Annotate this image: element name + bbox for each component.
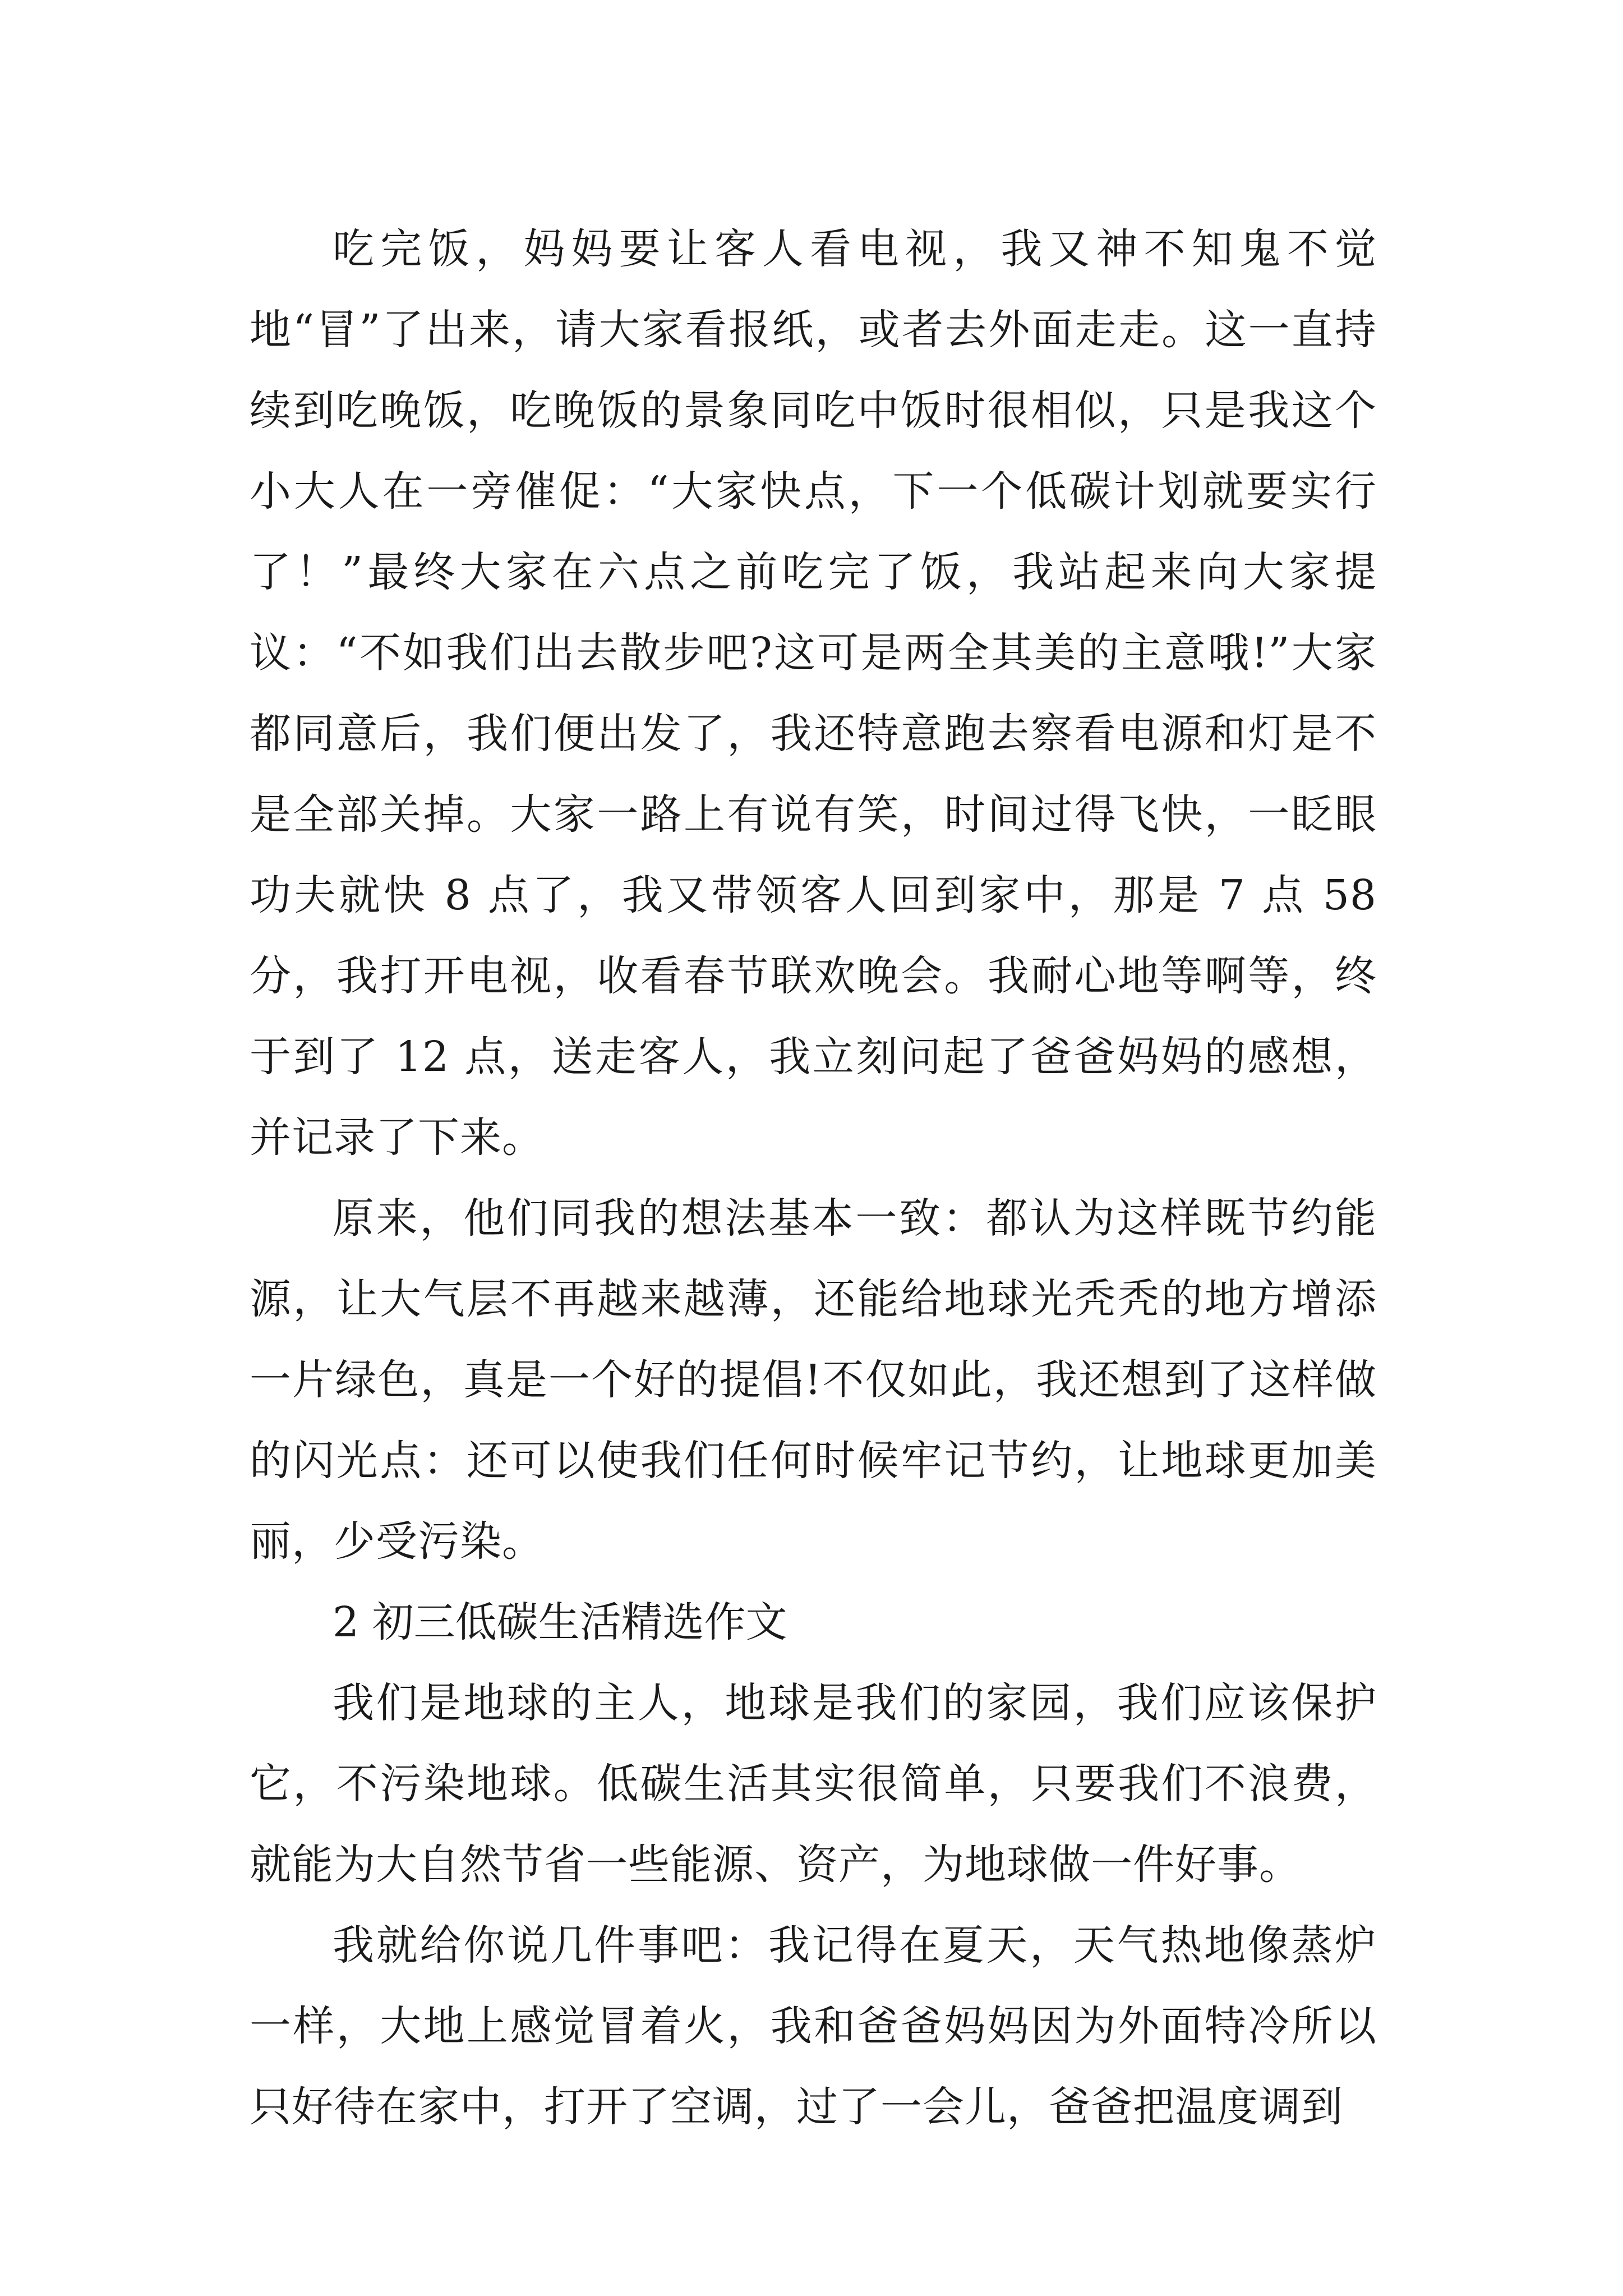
paragraph-parents-opinion: 原来，他们同我的想法基本一致：都认为这样既节约能源，让大气层不再越来越薄，还能给地球光秃秃的地方增添一片绿色，真是一个好的提倡!不仅如此，我还想到了这样做的闪光点：还可以使我们任何时候牢记节约，让地球更加美丽，少受污染。 bbox=[250, 1194, 1377, 1566]
paragraph-dinner-and-walk: 吃完饭，妈妈要让客人看电视，我又神不知鬼不觉地“冒”了出来，请大家看报纸，或者去外面走走。这一直持续到吃晚饭，吃晚饭的景象同吃中饭时很相似，只是我这个小大人在一旁催促：“大家快点，下一个低碳计划就要实行了！”最终大家在六点之前吃完了饭，我站起来向大家提议：“不如我们出去散步吧?这可是两全其美的主意哦!”大家都同意后，我们便出发了，我还特意跑去察看电源和灯是不是全部关掉。大家一路上有说有笑，时间过得飞快，一眨眼功夫就快 8 点了，我又带领客人回到家中，那是 7 点 58 分，我打开电视，收看春节联欢晚会。我耐心地等啊等，终于到了 12 点，送走客人，我立刻问起了爸爸妈妈的感想，并记录了下来。 bbox=[250, 225, 1377, 1162]
document-body bbox=[250, 209, 1377, 2147]
section-heading: 2 初三低碳生活精选作文 bbox=[333, 1598, 787, 1646]
paragraph-earth-owners: 我们是地球的主人，地球是我们的家园，我们应该保护它，不污染地球。低碳生活其实很简单，只要我们不浪费，就能为大自然节省一些能源、资产，为地球做一件好事。 bbox=[250, 1679, 1377, 1889]
paragraph-summer-story: 我就给你说几件事吧：我记得在夏天，天气热地像蒸炉一样，大地上感觉冒着火，我和爸爸妈妈因为外面特冷所以只好待在家中，打开了空调，过了一会儿，爸爸把温度调到 bbox=[250, 1921, 1377, 2131]
